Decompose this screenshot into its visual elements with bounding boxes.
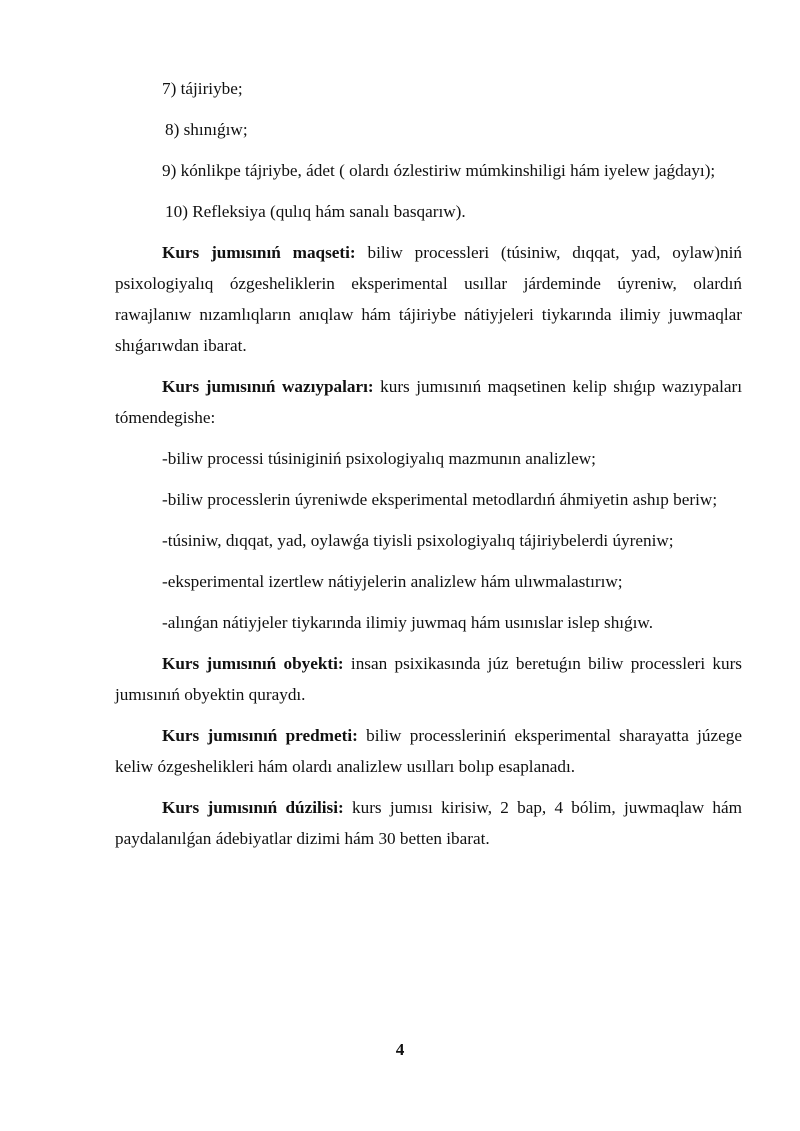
list-item-10: 10) Refleksiya (qulıq hám sanalı basqarıw). (165, 202, 466, 221)
list-item-7: 7) tájiriybe; (162, 79, 243, 98)
object-text: insan psixikasında júz beretuǵın biliw processleri kurs jumısınıń obyektin quraydı. (115, 654, 742, 704)
list-item-8: 8) shınıǵıw; (165, 120, 248, 139)
document-body (115, 73, 742, 864)
structure-text: kurs jumısı kirisiw, 2 bap, 4 bólim, juwmaqlaw hám paydalanılǵan ádebiyatlar dizimi hám 30 betten ibarat. (115, 798, 742, 848)
object-label: Kurs jumısınıń obyekti: (162, 654, 344, 673)
structure-paragraph (115, 792, 742, 854)
tasks-label: Kurs jumısınıń wazıypaları: (162, 377, 374, 396)
page-number: 4 (395, 1040, 405, 1059)
task-item: -biliw processi túsiniginiń psixologiyalıq mazmunın analizlew; (162, 449, 596, 468)
subject-text: biliw processleriniń eksperimental sharayatta júzege keliw ózgeshelikleri hám olardı analizlew usılları bolıp esaplanadı. (115, 726, 742, 776)
task-item: -alınǵan nátiyjeler tiykarında ilimiy juwmaq hám usınıslar islep shıǵıw. (162, 613, 654, 632)
structure-label: Kurs jumısınıń dúzilisi: (162, 798, 344, 817)
object-paragraph (115, 648, 742, 710)
goal-paragraph (115, 237, 742, 361)
task-item: -eksperimental izertlew nátiyjelerin analizlew hám ulıwmalastırıw; (162, 572, 623, 591)
subject-label: Kurs jumısınıń predmeti: (162, 726, 358, 745)
subject-paragraph (115, 720, 742, 782)
list-item-9: 9) kónlikpe tájriybe, ádet ( olardı ózlestiriw múmkinshiligi hám iyelew jaǵdayı); (162, 161, 716, 180)
task-item: -túsiniw, dıqqat, yad, oylawǵa tiyisli psixologiyalıq tájiriybelerdi úyreniw; (162, 531, 674, 550)
tasks-text: kurs jumısınıń maqsetinen kelip shıǵıp wazıypaları tómendegishe: (115, 377, 742, 427)
goal-label: Kurs jumısınıń maqseti: (162, 243, 356, 262)
goal-text: biliw processleri (túsiniw, dıqqat, yad, oylaw)niń psixologiyalıq ózgesheliklerin eksperimental usıllar járdeminde úyreniw, olardıń rawajlanıw nızamlıqların anıqlaw hám tájiriybe nátiyjeleri tiykarında ilimiy juwmaqlar shıǵarıwdan ibarat. (115, 243, 742, 355)
tasks-paragraph (115, 371, 742, 433)
task-item: -biliw processlerin úyreniwde eksperimental metodlardıń áhmiyetin ashıp beriw; (162, 490, 718, 509)
